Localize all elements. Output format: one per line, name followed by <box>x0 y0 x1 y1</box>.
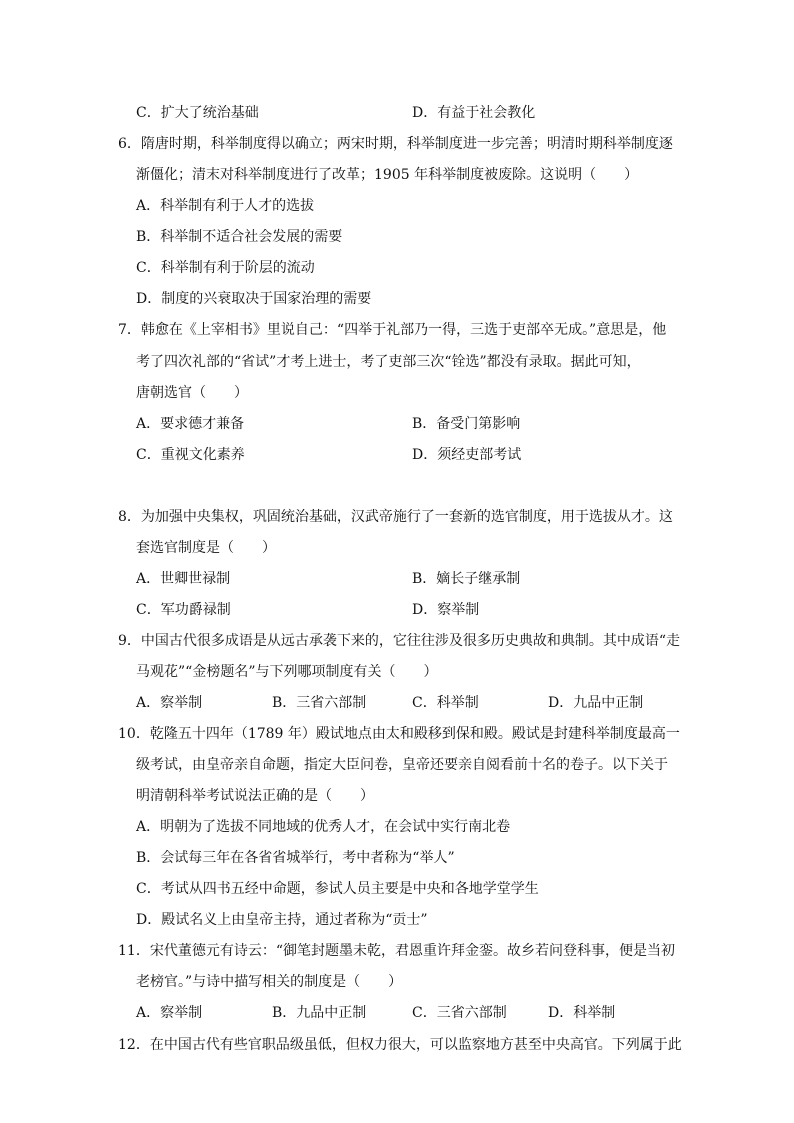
q11-option-a: A．察举制 <box>136 1005 203 1021</box>
q9-option-a: A．察举制 <box>136 695 203 711</box>
q9-option-d: D．九品中正制 <box>548 695 644 711</box>
q10-option-c: C．考试从四书五经中命题，参试人员主要是中央和各地学堂学生 <box>136 881 539 897</box>
q11-option-c: C．三省六部制 <box>412 1005 507 1021</box>
q7-option-b: B．备受门第影响 <box>412 416 521 432</box>
q5-option-d: D．有益于社会教化 <box>412 105 536 121</box>
q7-option-a: A．要求德才兼备 <box>136 416 245 432</box>
q11-option-b: B．九品中正制 <box>272 1005 367 1021</box>
q6-stem-line-1: 6．隋唐时期，科举制度得以确立；两宋时期，科举制度进一步完善；明清时期科举制度逐 <box>118 136 673 152</box>
q5-option-c: C．扩大了统治基础 <box>136 105 259 121</box>
q10-stem-line-2: 级考试，由皇帝亲自命题，指定大臣问卷，皇帝还要亲自阅看前十名的卷子。以下关于 <box>136 757 668 773</box>
q7-option-d: D．须经吏部考试 <box>412 447 522 463</box>
q9-option-c: C．科举制 <box>412 695 479 711</box>
q8-option-b: B．嫡长子继承制 <box>412 571 521 587</box>
q12-stem-line-1: 12．在中国古代有些官职品级虽低，但权力很大，可以监察地方甚至中央高官。下列属于此 <box>118 1037 682 1053</box>
q10-option-a: A．明朝为了选拔不同地域的优秀人才，在会试中实行南北卷 <box>136 819 511 835</box>
q8-option-a: A．世卿世禄制 <box>136 571 231 587</box>
q8-stem-line-2: 套选官制度是（ ） <box>136 540 276 556</box>
q9-option-b: B．三省六部制 <box>272 695 367 711</box>
q8-option-d: D．察举制 <box>412 602 480 618</box>
q8-stem-line-1: 8．为加强中央集权，巩固统治基础，汉武帝施行了一套新的选官制度，用于选拔从才。这 <box>118 509 673 525</box>
q6-option-c: C．科举制有利于阶层的流动 <box>136 260 315 276</box>
q11-stem-line-2: 老榜官。”与诗中描写相关的制度是（ ） <box>136 974 403 990</box>
q7-stem-line-1: 7．韩愈在《上宰相书》里说自己：“四举于礼部乃一得，三选于吏部卒无成。”意思是，他 <box>118 322 667 338</box>
q10-option-d: D．殿试名义上由皇帝主持，通过者称为“贡士” <box>136 912 428 928</box>
q7-option-c: C．重视文化素养 <box>136 447 245 463</box>
q8-option-c: C．军功爵禄制 <box>136 602 231 618</box>
q10-option-b: B．会试每三年在各省省城举行，考中者称为“举人” <box>136 850 455 866</box>
q11-stem-line-1: 11．宋代董德元有诗云：“御笔封题墨未乾，君恩重许拜金銮。故乡若问登科事，便是当初 <box>118 943 675 959</box>
q11-option-d: D．科举制 <box>548 1005 616 1021</box>
q9-stem-line-2: 马观花”“金榜题名”与下列哪项制度有关（ ） <box>136 664 438 680</box>
q6-option-d: D．制度的兴衰取决于国家治理的需要 <box>136 291 372 307</box>
q10-stem-line-3: 明清朝科举考试说法正确的是（ ） <box>136 788 374 804</box>
q7-stem-line-2: 考了四次礼部的“省试”才考上进士，考了吏部三次“铨选”都没有录取。据此可知， <box>136 354 641 370</box>
q7-stem-line-3: 唐朝选官（ ） <box>136 385 248 401</box>
q6-option-a: A．科举制有利于人才的选拔 <box>136 198 315 214</box>
q10-stem-line-1: 10．乾隆五十四年（1789 年）殿试地点由太和殿移到保和殿。殿试是封建科举制度最高一 <box>118 726 680 742</box>
q6-option-b: B．科举制不适合社会发展的需要 <box>136 229 343 245</box>
q9-stem-line-1: 9．中国古代很多成语是从远古承袭下来的，它往往涉及很多历史典故和典制。其中成语“走 <box>118 633 681 649</box>
q6-stem-line-2: 渐僵化；清末对科举制度进行了改革；1905 年科举制度被废除。这说明（ ） <box>136 167 639 183</box>
